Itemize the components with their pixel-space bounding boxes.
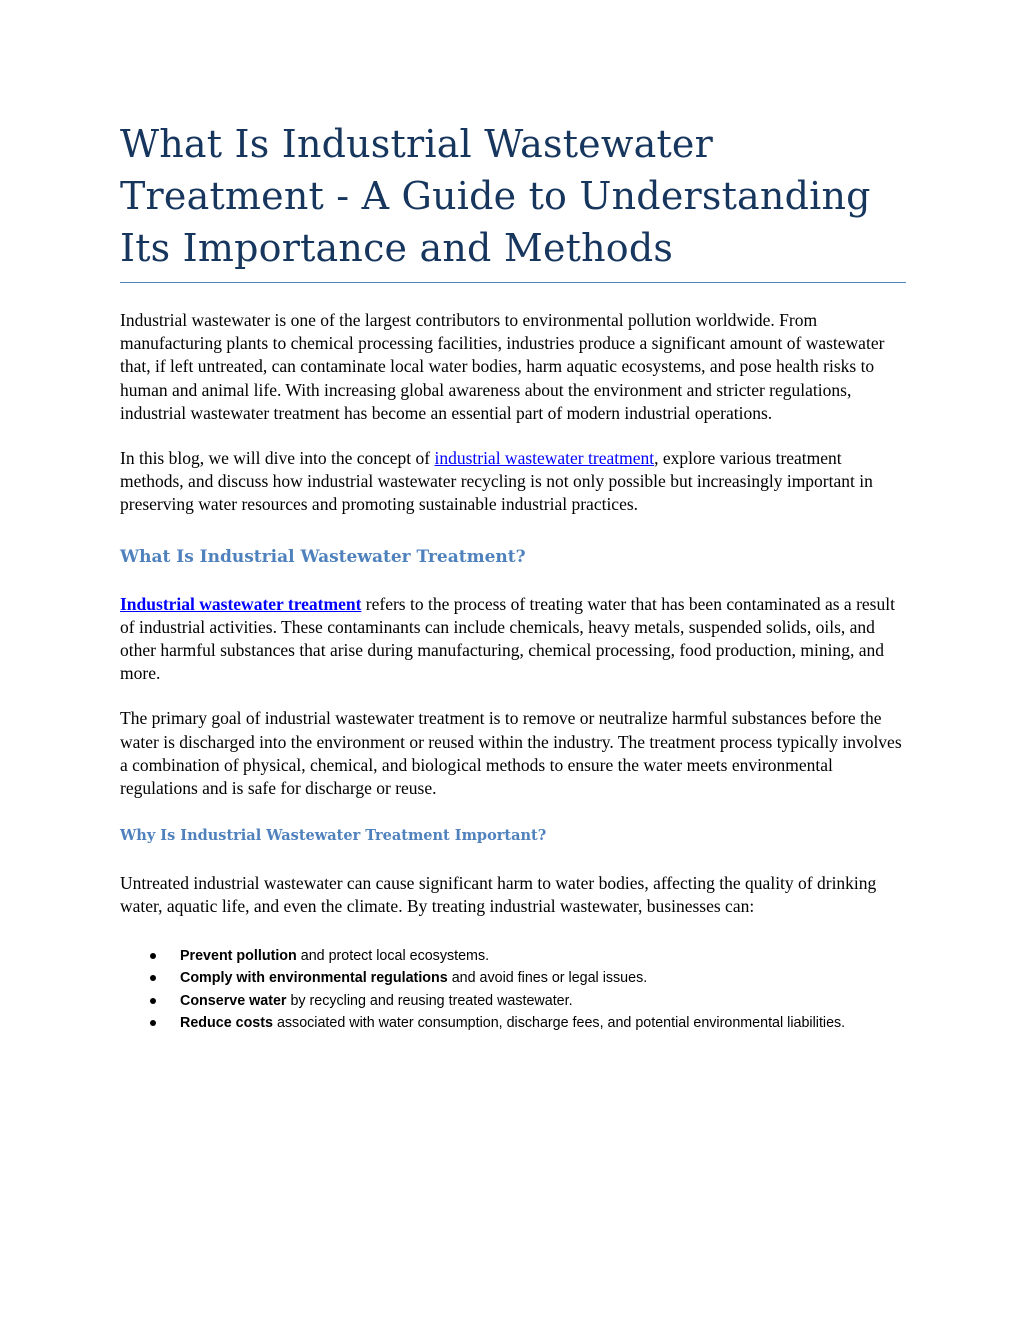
list-item <box>180 1012 906 1035</box>
section-heading-what-is: What Is Industrial Wastewater Treatment? <box>120 546 526 567</box>
list-item-text: and avoid fines or legal issues. <box>447 970 648 987</box>
bullet-icon <box>150 975 156 981</box>
intro-text-after-link: , explore various treatment methods, and discuss how industrial wastewater recycling is not only possible but increasingly important in preserving water resources and promoting sustainable industrial practices. <box>120 448 873 515</box>
list-item-bold: Reduce costs <box>180 1015 273 1032</box>
bullet-icon <box>150 1020 156 1026</box>
list-item <box>180 990 906 1013</box>
intro-paragraph-2 <box>120 447 906 517</box>
why-paragraph: Untreated industrial wastewater can cause significant harm to water bodies, affecting the quality of drinking water, aquatic life, and even the climate. By treating industrial wastewater, businesses can: <box>120 873 877 917</box>
section-heading-why-important: Why Is Industrial Wastewater Treatment Important? <box>120 827 547 845</box>
list-item-bold: Conserve water <box>180 992 287 1009</box>
benefits-list <box>120 945 906 1035</box>
document-page <box>120 118 906 1035</box>
list-item-text: by recycling and reusing treated wastewater. <box>286 992 573 1009</box>
list-item-text: and protect local ecosystems. <box>296 947 490 964</box>
industrial-wastewater-treatment-bold-link[interactable]: Industrial wastewater treatment <box>120 593 362 614</box>
list-item <box>180 945 906 968</box>
bullet-icon <box>150 953 156 959</box>
list-item-bold: Prevent pollution <box>180 947 297 964</box>
definition-paragraph-1 <box>120 593 906 686</box>
industrial-wastewater-treatment-link[interactable]: industrial wastewater treatment <box>434 448 655 469</box>
intro-text-before-link: In this blog, we will dive into the concept of <box>120 448 435 469</box>
bullet-icon <box>150 998 156 1004</box>
list-item-bold: Comply with environmental regulations <box>180 970 448 987</box>
definition-text: refers to the process of treating water that has been contaminated as a result of industrial activities. These contaminants can include chemicals, heavy metals, suspended solids, oils, and other harmful substances that arise during manufacturing, chemical processing, food production, mining, and more. <box>120 593 895 684</box>
list-item-text: associated with water consumption, discharge fees, and potential environmental liabilities. <box>272 1015 846 1032</box>
intro-paragraph-1: Industrial wastewater is one of the largest contributors to environmental pollution worldwide. From manufacturing plants to chemical processing facilities, industries produce a significant amount of wastewater that, if left untreated, can contaminate local water bodies, harm aquatic ecosystems, and pose health risks to human and animal life. With increasing global awareness about the environment and stricter regulations, industrial wastewater treatment has become an essential part of modern industrial operations. <box>120 310 885 423</box>
definition-paragraph-2: The primary goal of industrial wastewater treatment is to remove or neutralize harmful substances before the water is discharged into the environment or reused within the industry. The treatment process typically involves a combination of physical, chemical, and biological methods to ensure the water meets environmental regulations and is safe for discharge or reuse. <box>120 708 902 799</box>
page-title: What Is Industrial Wastewater Treatment - A Guide to Understanding Its Importance and Methods <box>120 118 906 283</box>
list-item <box>180 967 906 990</box>
